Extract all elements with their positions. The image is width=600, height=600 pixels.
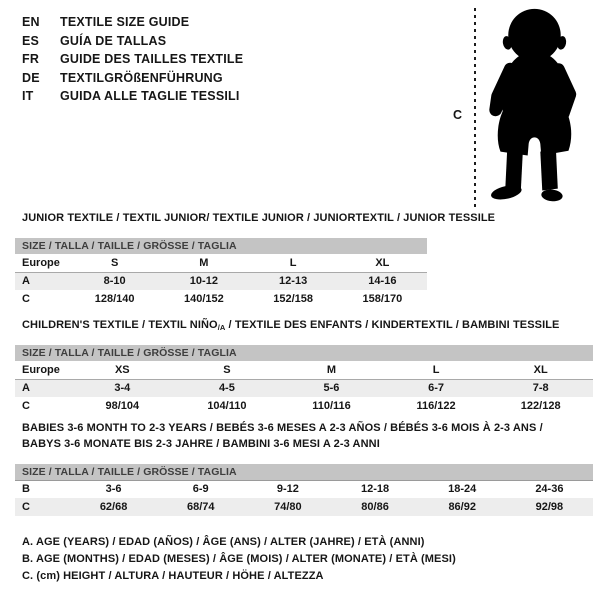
cell: XL	[338, 254, 427, 272]
cell: 12-13	[249, 272, 338, 290]
size-bar-label: SIZE / TALLA / TAILLE / GRÖSSE / TAGLIA	[15, 345, 593, 361]
cell: 3-4	[70, 379, 175, 397]
cell: 4-5	[175, 379, 280, 397]
cell: L	[249, 254, 338, 272]
row-label: B	[22, 483, 30, 496]
lang-code: ES	[22, 33, 40, 48]
table-row	[15, 379, 593, 397]
cell: 3-6	[105, 483, 122, 496]
footnote-a: A. AGE (YEARS) / EDAD (AÑOS) / ÂGE (ANS) / ALTER (JAHRE) / ETÀ (ANNI)	[22, 536, 425, 548]
junior-table-title: JUNIOR TEXTILE / TEXTIL JUNIOR/ TEXTILE JUNIOR / JUNIORTEXTIL / JUNIOR TESSILE	[22, 212, 496, 224]
cell: 116/122	[416, 400, 456, 412]
table-row	[15, 498, 593, 516]
title-subscript: /A	[217, 323, 226, 332]
row-label: A	[15, 379, 70, 397]
cell: 140/152	[183, 293, 224, 305]
cell: 14-16	[338, 272, 427, 290]
cell: 128/140	[94, 293, 135, 305]
row-label: Europe	[15, 361, 70, 379]
cell: 6-9	[192, 483, 209, 496]
row-label: C	[22, 293, 30, 305]
table-row	[15, 480, 593, 498]
lang-code: EN	[22, 15, 40, 29]
cell: 7-8	[488, 379, 593, 397]
cell: S	[175, 361, 280, 379]
lang-row-es	[22, 32, 243, 51]
table-row	[15, 361, 593, 379]
size-bar-label: SIZE / TALLA / TAILLE / GRÖSSE / TAGLIA	[15, 238, 427, 254]
row-label: A	[15, 272, 70, 290]
lang-label: GUIDE DES TAILLES TEXTILE	[60, 52, 244, 67]
cell: 158/170	[362, 293, 403, 305]
cell: 24-36	[535, 483, 564, 496]
height-marker-label: C	[453, 108, 463, 122]
cell: 74/80	[244, 498, 331, 516]
cell: 104/110	[207, 400, 247, 412]
size-bar-row	[15, 464, 593, 480]
row-label: C	[15, 498, 70, 516]
cell: M	[159, 254, 248, 272]
cell: 5-6	[279, 379, 384, 397]
lang-code: DE	[22, 70, 40, 85]
cell: 10-12	[159, 272, 248, 290]
table-row	[15, 397, 593, 415]
footnote-c: C. (cm) HEIGHT / ALTURA / HAUTEUR / HÖHE / ALTEZZA	[22, 570, 324, 582]
lang-row-fr	[22, 50, 243, 69]
cell: 18-24	[448, 483, 477, 496]
cell: 62/68	[70, 498, 157, 516]
cell: M	[279, 361, 384, 379]
cell: 8-10	[70, 272, 159, 290]
cell: 122/128	[520, 400, 561, 412]
lang-label: TEXTILE SIZE GUIDE	[60, 15, 190, 29]
cell: XL	[488, 361, 593, 379]
cell: 98/104	[105, 400, 140, 412]
table-row	[15, 272, 427, 290]
title-line: BABIES 3-6 MONTH TO 2-3 YEARS / BEBÉS 3-6 MESES A 2-3 AÑOS / BÉBÉS 3-6 MOIS À 2-3 ANS /	[22, 422, 543, 434]
cell: 86/92	[419, 498, 506, 516]
babies-table-title	[22, 421, 543, 452]
title-line: BABYS 3-6 MONATE BIS 2-3 JAHRE / BAMBINI 3-6 MESI A 2-3 ANNI	[22, 437, 380, 450]
cell: 68/74	[157, 498, 244, 516]
lang-code: IT	[22, 89, 34, 104]
cell: 12-18	[360, 483, 390, 496]
cell: 6-7	[384, 379, 489, 397]
junior-size-table	[15, 238, 427, 308]
children-size-table	[15, 345, 593, 415]
footnotes	[22, 534, 456, 585]
lang-code: FR	[22, 52, 40, 67]
height-dashed-line	[474, 8, 476, 207]
lang-row-en	[22, 13, 243, 32]
language-header	[22, 13, 243, 106]
lang-label: GUÍA DE TALLAS	[60, 33, 167, 48]
size-bar-label: SIZE / TALLA / TAILLE / GRÖSSE / TAGLIA	[15, 464, 593, 480]
footnote-b: B. AGE (MONTHS) / EDAD (MESES) / ÂGE (MOIS) / ALTER (MONATE) / ETÀ (MESI)	[22, 553, 456, 565]
cell: L	[384, 361, 489, 379]
title-text: CHILDREN'S TEXTILE / TEXTIL NIÑO	[22, 319, 218, 331]
row-label: Europe	[15, 254, 70, 272]
lang-row-de	[22, 69, 243, 88]
cell: 152/158	[273, 293, 313, 305]
title-text: / TEXTILE DES ENFANTS / KINDERTEXTIL / BAMBINI TESSILE	[225, 319, 560, 331]
size-bar-row	[15, 238, 427, 254]
table-row	[15, 254, 427, 272]
table-row	[15, 290, 427, 308]
baby-silhouette-icon	[483, 6, 585, 207]
row-label: C	[22, 400, 30, 412]
cell: 80/86	[331, 498, 418, 516]
lang-row-it	[22, 87, 243, 106]
lang-label: GUIDA ALLE TAGLIE TESSILI	[60, 89, 240, 104]
cell: 92/98	[506, 498, 593, 516]
babies-size-table	[15, 464, 593, 516]
lang-label: TEXTILGRÖßENFÜHRUNG	[60, 70, 223, 85]
cell: 9-12	[276, 483, 299, 496]
children-table-title	[22, 319, 560, 332]
cell: 110/116	[312, 400, 351, 412]
size-bar-row	[15, 345, 593, 361]
cell: XS	[70, 361, 175, 379]
cell: S	[70, 254, 159, 272]
